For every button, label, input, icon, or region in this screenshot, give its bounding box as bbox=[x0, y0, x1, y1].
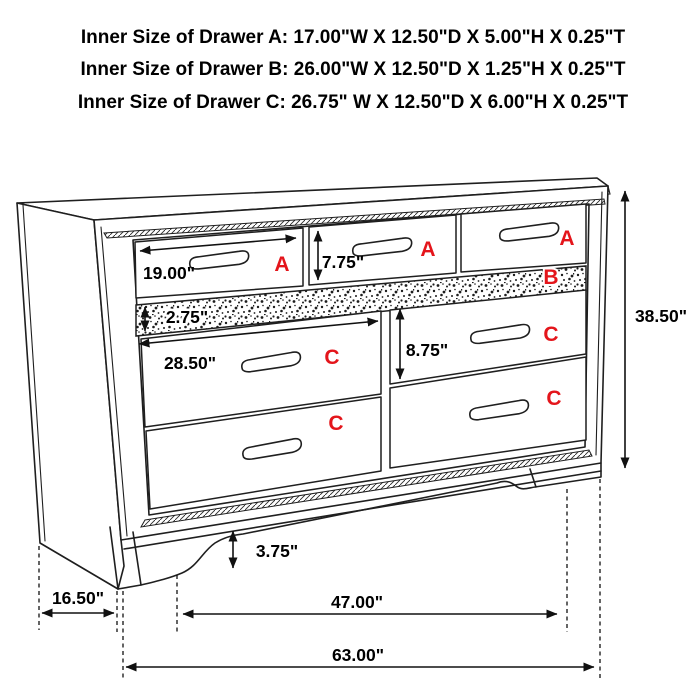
header-line-drawer-c: Inner Size of Drawer C: 26.75" W X 12.50"D X 6.00"H X 0.25"T bbox=[77, 92, 629, 113]
dim-label-side-depth: 16.50" bbox=[51, 588, 105, 608]
dim-label-drawer-c-width: 28.50" bbox=[163, 353, 217, 373]
left-foot-right-edge bbox=[133, 532, 141, 585]
dim-label-drawer-c-height: 8.75" bbox=[405, 340, 449, 360]
header-line-drawer-a: Inner Size of Drawer A: 17.00"W X 12.50"D X 5.00"H X 0.25"T bbox=[80, 27, 626, 48]
dim-label-foot-height: 3.75" bbox=[255, 541, 299, 561]
header-line-drawer-b: Inner Size of Drawer B: 26.00"W X 12.50"D X 1.25"H X 0.25"T bbox=[80, 59, 626, 80]
label-drawer-b: B bbox=[543, 266, 559, 289]
header-text-block bbox=[78, 27, 629, 113]
label-drawer-c-right-bottom: C bbox=[546, 387, 562, 410]
dim-label-overall-height: 38.50" bbox=[634, 306, 688, 326]
dim-label-drawer-b-height: 2.75" bbox=[165, 307, 209, 327]
label-drawer-c-left-top: C bbox=[324, 346, 340, 369]
label-drawer-c-left-bottom: C bbox=[328, 412, 344, 435]
dim-label-overall-width: 63.00" bbox=[331, 645, 385, 665]
label-drawer-c-right-top: C bbox=[543, 323, 559, 346]
label-drawer-a1: A bbox=[274, 253, 290, 276]
dim-label-drawer-a-width: 19.00" bbox=[142, 263, 196, 283]
label-drawer-a2: A bbox=[420, 238, 436, 261]
dim-label-feet-span: 47.00" bbox=[330, 592, 384, 612]
label-drawer-a3: A bbox=[559, 227, 575, 250]
dim-label-drawer-a-height: 7.75" bbox=[321, 252, 365, 272]
